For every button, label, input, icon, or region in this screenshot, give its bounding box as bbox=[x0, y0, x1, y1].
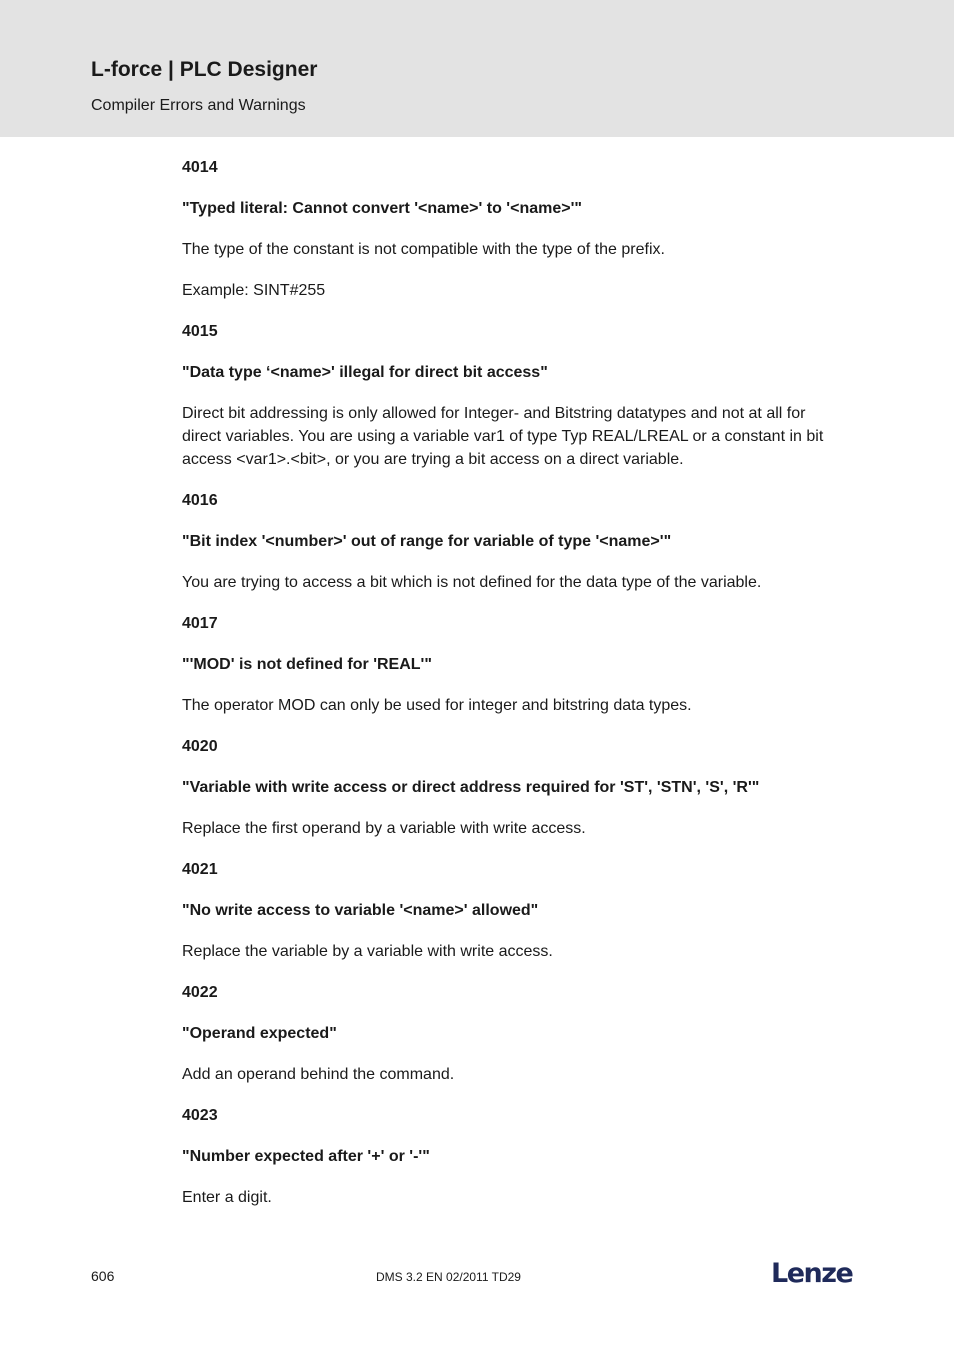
error-code: 4022 bbox=[182, 984, 218, 1001]
error-description: Add an operand behind the command. bbox=[182, 1066, 455, 1083]
error-description: Replace the first operand by a variable with write access. bbox=[182, 820, 586, 837]
document-title: L-force | PLC Designer bbox=[91, 58, 318, 81]
error-description: Replace the variable by a variable with write access. bbox=[182, 943, 553, 960]
error-example: Example: SINT#255 bbox=[182, 282, 326, 299]
error-message: "Typed literal: Cannot convert '<name>' to '<name>'" bbox=[182, 200, 582, 217]
lenze-logo: Lenze bbox=[771, 1258, 853, 1289]
error-description: The type of the constant is not compatible with the type of the prefix. bbox=[182, 241, 665, 258]
section-title: Compiler Errors and Warnings bbox=[91, 97, 306, 114]
error-description: You are trying to access a bit which is not defined for the data type of the variable. bbox=[182, 574, 762, 591]
error-message: "'MOD' is not defined for 'REAL'" bbox=[182, 656, 432, 673]
error-code: 4017 bbox=[182, 615, 218, 632]
page-header bbox=[0, 0, 954, 137]
error-code: 4015 bbox=[182, 323, 218, 340]
error-message: "No write access to variable '<name>' allowed" bbox=[182, 902, 539, 919]
error-message: "Data type ‘<name>' illegal for direct bit access" bbox=[182, 364, 548, 381]
error-description: Enter a digit. bbox=[182, 1189, 272, 1206]
error-message: "Bit index '<number>' out of range for variable of type '<name>'" bbox=[182, 533, 672, 550]
error-code: 4023 bbox=[182, 1107, 218, 1124]
error-code: 4016 bbox=[182, 492, 218, 509]
error-description: Direct bit addressing is only allowed for Integer- and Bitstring datatypes and not at all for direct variables. You are using a variable var1 of type Typ REAL/LREAL or a constant in bit access <var1>.<bit>, or you are trying a bit access on a direct variable. bbox=[182, 405, 824, 468]
error-message: "Variable with write access or direct address required for 'ST', 'STN', 'S', 'R'" bbox=[182, 779, 760, 796]
error-code: 4014 bbox=[182, 159, 218, 176]
error-description: The operator MOD can only be used for integer and bitstring data types. bbox=[182, 697, 692, 714]
error-message: "Number expected after '+' or '-'" bbox=[182, 1148, 430, 1165]
page-number: 606 bbox=[91, 1268, 115, 1284]
error-message: "Operand expected" bbox=[182, 1025, 337, 1042]
error-code: 4021 bbox=[182, 861, 218, 878]
document-id: DMS 3.2 EN 02/2011 TD29 bbox=[376, 1270, 521, 1284]
error-code: 4020 bbox=[182, 738, 218, 755]
